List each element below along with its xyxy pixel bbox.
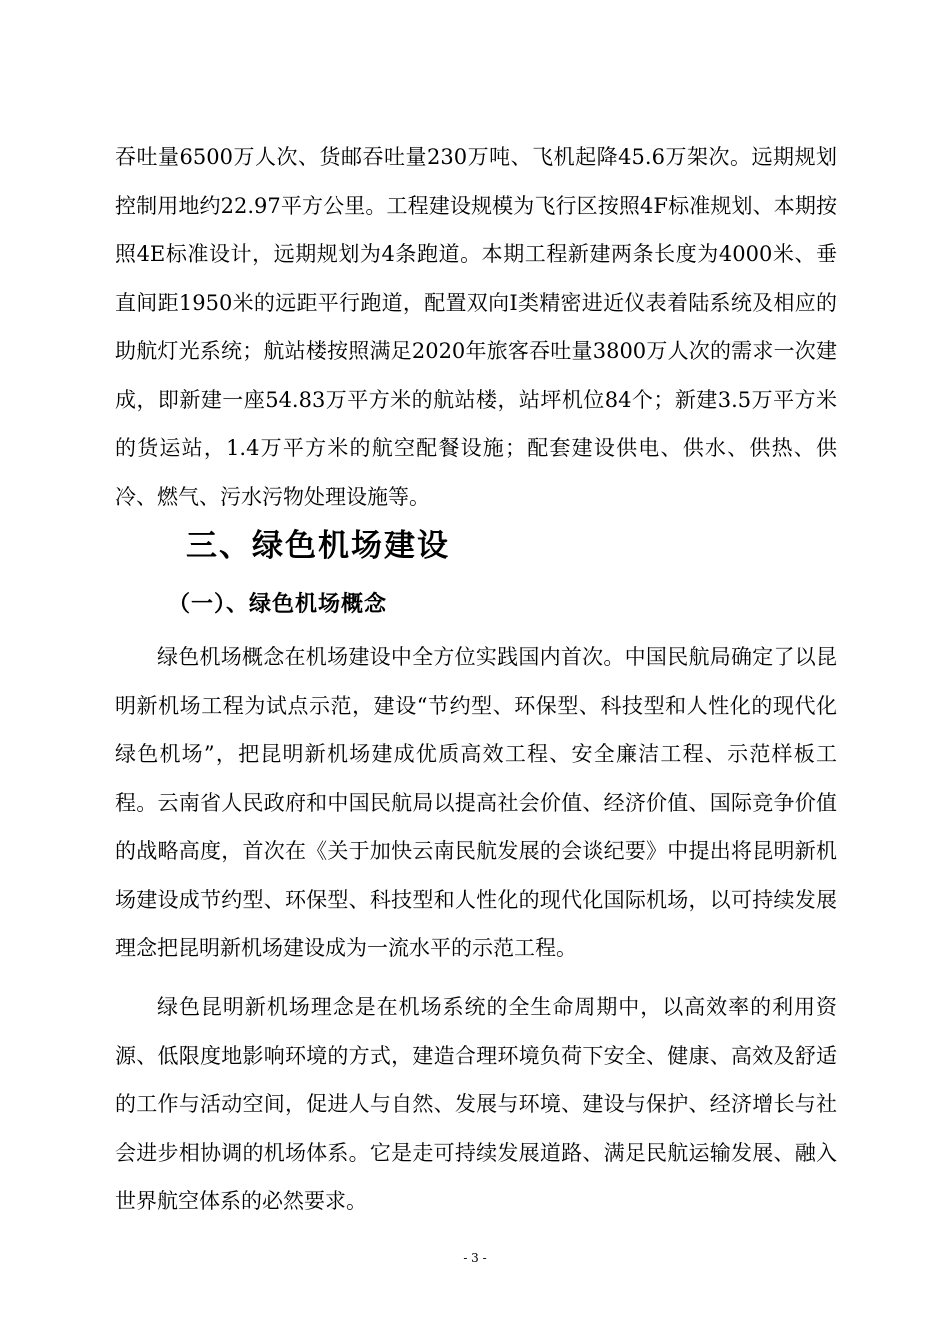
paragraph-continued: 吞吐量6500万人次、货邮吞吐量230万吨、飞机起降45.6万架次。远期规划控制用地约22.97平方公里。工程建设规模为飞行区按照4F标准规划、本期按照4E标准设计，远期规划为4条跑道。本期工程新建两条长度为4000米、垂直间距1950米的远距平行跑道，配置双向I类精密进近仪表着陆系统及相应的助航灯光系统；航站楼按照满足2020年旅客吞吐量3800万人次的需求一次建成，即新建一座54.83万平方米的航站楼，站坪机位84个；新建3.5万平方米的货运站，1.4万平方米的航空配餐设施；配套建设供电、供水、供热、供冷、燃气、污水污物处理设施等。 bbox=[115, 145, 837, 509]
paragraph-green-kunming-airport: 绿色昆明新机场理念是在机场系统的全生命周期中，以高效率的利用资源、低限度地影响环境的方式，建造合理环境负荷下安全、健康、高效及舒适的工作与活动空间，促进人与自然、发展与环境、建设与保护、经济增长与社会进步相协调的机场体系。它是走可持续发展道路、满足民航运输发展、融入世界航空体系的必然要求。 bbox=[115, 995, 837, 1213]
section-heading: 三、绿色机场建设 bbox=[186, 528, 450, 564]
paragraph-green-airport-concept: 绿色机场概念在机场建设中全方位实践国内首次。中国民航局确定了以昆明新机场工程为试点示范，建设“节约型、环保型、科技型和人性化的现代化绿色机场”，把昆明新机场建成优质高效工程、安全廉洁工程、示范样板工程。云南省人民政府和中国民航局以提高社会价值、经济价值、国际竞争价值的战略高度，首次在《关于加快云南民航发展的会谈纪要》中提出将昆明新机场建设成节约型、环保型、科技型和人性化的现代化国际机场，以可持续发展理念把昆明新机场建设成为一流水平的示范工程。 bbox=[115, 645, 837, 960]
page-number: - 3 - bbox=[463, 1251, 487, 1265]
subsection-heading: （一）、绿色机场概念 bbox=[168, 592, 388, 617]
